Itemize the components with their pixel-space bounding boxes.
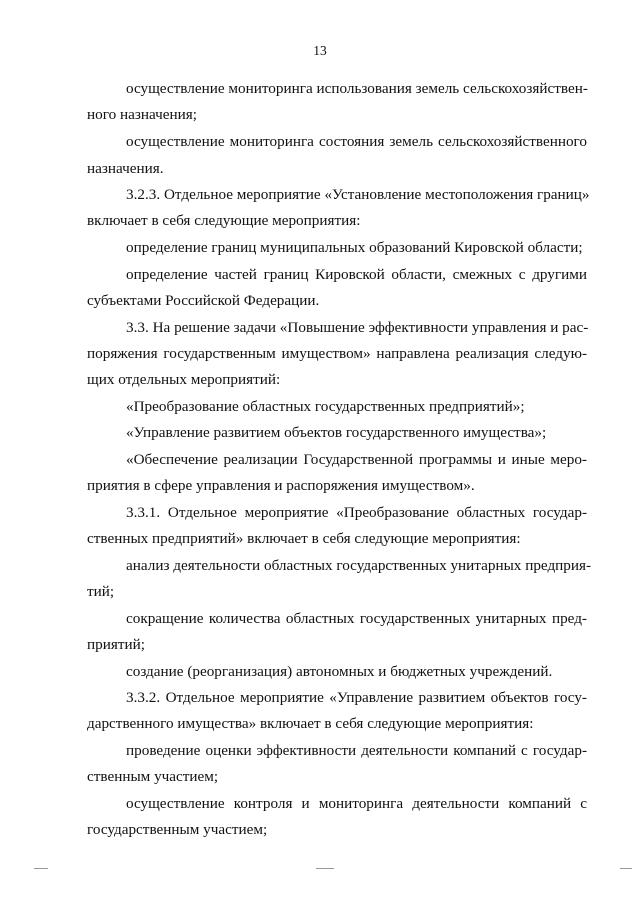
- text-line: «Преобразование областных государственных предприятий»;: [126, 398, 525, 415]
- text-line: ственных предприятий» включает в себя следующие мероприятия:: [87, 530, 521, 547]
- scan-speck: [34, 868, 48, 869]
- scan-speck: [620, 868, 632, 869]
- text-line: проведение оценки эффективности деятельности компаний с государ-: [126, 742, 587, 759]
- text-line: «Обеспечение реализации Государственной программы и иные меро-: [126, 451, 587, 468]
- text-line: 3.3.2. Отдельное мероприятие «Управление развитием объектов госу-: [126, 689, 587, 706]
- text-line: 3.2.3. Отдельное мероприятие «Установление местоположения границ»: [126, 186, 590, 203]
- text-line: приятий;: [87, 636, 145, 653]
- text-line: определение границ муниципальных образований Кировской области;: [126, 239, 583, 256]
- text-line: осуществление мониторинга состояния земель сельскохозяйственного: [126, 133, 587, 150]
- text-line: ственным участием;: [87, 768, 219, 785]
- text-line: сокращение количества областных государственных унитарных пред-: [126, 610, 587, 627]
- text-line: определение частей границ Кировской области, смежных с другими: [126, 266, 587, 283]
- page-number: 13: [313, 43, 327, 58]
- text-line: приятия в сфере управления и распоряжения имуществом».: [87, 477, 475, 494]
- text-line: создание (реорганизация) автономных и бюджетных учреждений.: [126, 663, 553, 680]
- text-line: щих отдельных мероприятий:: [87, 371, 281, 388]
- text-line: осуществление контроля и мониторинга деятельности компаний с: [126, 795, 587, 812]
- text-line: государственным участием;: [87, 821, 268, 838]
- scan-speck: [316, 868, 334, 869]
- text-line: поряжения государственным имуществом» направлена реализация следую-: [87, 345, 587, 362]
- text-line: дарственного имущества» включает в себя следующие мероприятия:: [87, 715, 534, 732]
- text-line: включает в себя следующие мероприятия:: [87, 212, 361, 229]
- text-line: субъектами Российской Федерации.: [87, 292, 320, 309]
- text-line: тий;: [87, 583, 115, 600]
- text-line: 3.3. На решение задачи «Повышение эффективности управления и рас-: [126, 319, 589, 336]
- text-line: осуществление мониторинга использования земель сельскохозяйствен-: [126, 80, 588, 97]
- text-line: анализ деятельности областных государственных унитарных предприя-: [126, 557, 592, 574]
- text-line: 3.3.1. Отдельное мероприятие «Преобразование областных государ-: [126, 504, 587, 521]
- text-line: ного назначения;: [87, 106, 197, 123]
- text-line: назначения.: [87, 160, 164, 177]
- text-line: «Управление развитием объектов государственного имущества»;: [126, 424, 547, 441]
